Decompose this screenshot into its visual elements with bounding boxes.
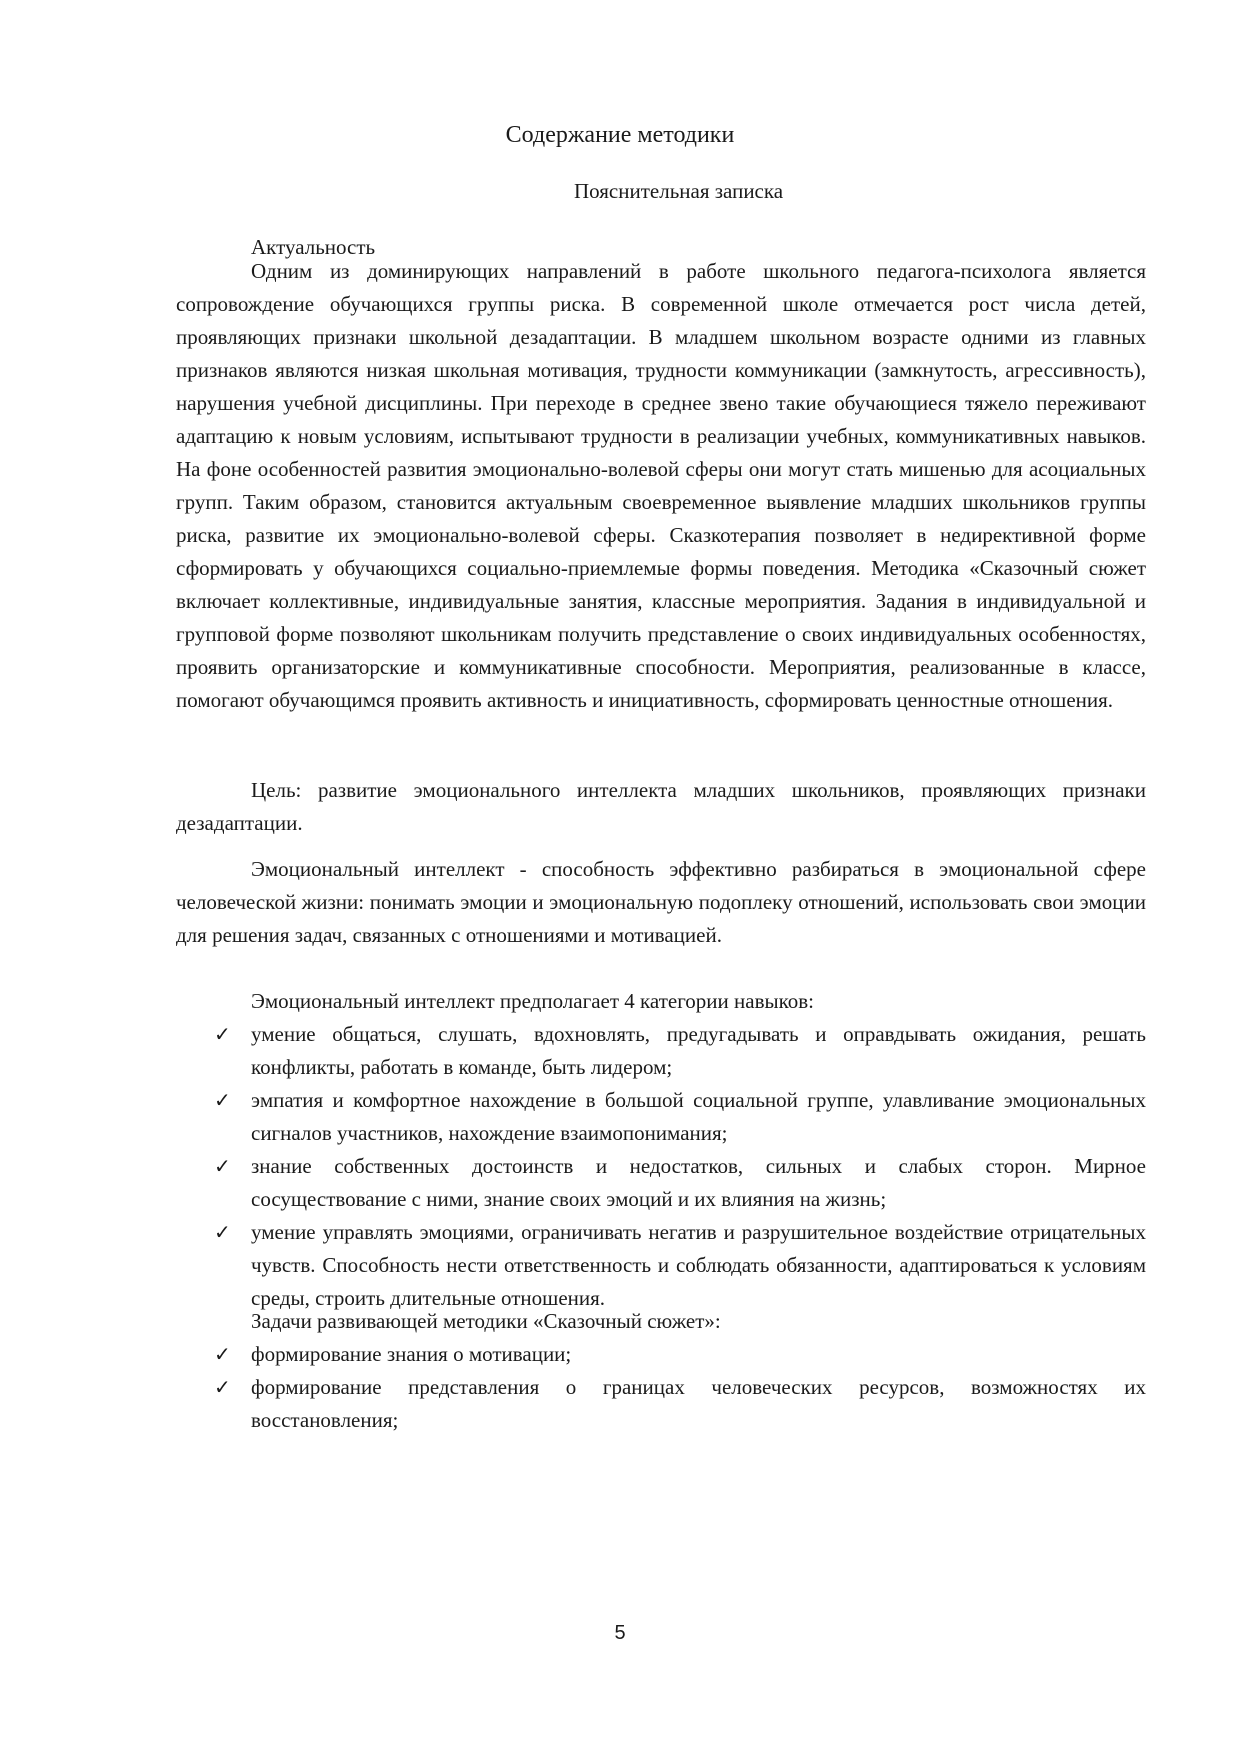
list-item: ✓ знание собственных достоинств и недостатков, сильных и слабых сторон. Мирное сосуществование с ними, знание своих эмоций и их влияния на жизнь; bbox=[176, 1150, 1146, 1216]
page-subtitle: Пояснительная записка bbox=[574, 179, 784, 203]
checkmark-icon: ✓ bbox=[214, 1154, 231, 1178]
list-item: ✓ умение общаться, слушать, вдохновлять, предугадывать и оправдывать ожидания, решать конфликты, работать в команде, быть лидером; bbox=[176, 1018, 1146, 1084]
goal-paragraph: Цель: развитие эмоционального интеллекта младших школьников, проявляющих признаки дезадаптации. bbox=[176, 778, 1146, 835]
checkmark-icon: ✓ bbox=[214, 1342, 231, 1366]
tasks-list bbox=[176, 1338, 1146, 1437]
skills-intro: Эмоциональный интеллект предполагает 4 категории навыков: bbox=[251, 989, 814, 1013]
list-item: ✓ эмпатия и комфортное нахождение в большой социальной группе, улавливание эмоциональных сигналов участников, нахождение взаимопонимания; bbox=[176, 1084, 1146, 1150]
checkmark-icon: ✓ bbox=[214, 1022, 231, 1046]
checkmark-icon: ✓ bbox=[214, 1220, 231, 1244]
checkmark-icon: ✓ bbox=[214, 1088, 231, 1112]
page-number: 5 bbox=[614, 1622, 626, 1644]
list-item: ✓ формирование знания о мотивации; bbox=[176, 1338, 1146, 1371]
list-item: ✓ формирование представления о границах человеческих ресурсов, возможностях их восстановления; bbox=[176, 1371, 1146, 1437]
list-item: ✓ умение управлять эмоциями, ограничивать негатив и разрушительное воздействие отрицательных чувств. Способность нести ответственность и соблюдать обязанности, адаптироваться к условиям среды, строить длительные отношения. bbox=[176, 1216, 1146, 1315]
skills-list bbox=[176, 1018, 1146, 1315]
page-title: Содержание методики bbox=[505, 122, 735, 148]
section-heading: Актуальность bbox=[251, 235, 376, 259]
relevance-paragraph: Одним из доминирующих направлений в работе школьного педагога-психолога является сопровождение обучающихся группы риска. В современной школе отмечается рост числа детей, проявляющих признаки школьной дезадаптации. В младшем школьном возрасте одними из главных признаков являются низкая школьная мотивация, трудности коммуникации (замкнутость, агрессивность), нарушения учебной дисциплины. При переходе в среднее звено такие обучающиеся тяжело переживают адаптацию к новым условиям, испытывают трудности в реализации учебных, коммуникативных навыков. На фоне особенностей развития эмоционально-волевой сферы они могут стать мишенью для асоциальных групп. Таким образом, становится актуальным своевременное выявление младших школьников группы риска, развитие их эмоционально-волевой сферы. Сказкотерапия позволяет в недирективной форме сформировать у обучающихся социально-приемлемые формы поведения. Методика «Сказочный сюжет включает коллективные, индивидуальные занятия, классные мероприятия. Задания в индивидуальной и групповой форме позволяют школьникам получить представление о своих индивидуальных особенностях, проявить организаторские и коммуникативные способности. Мероприятия, реализованные в классе, помогают обучающимся проявить активность и инициативность, сформировать ценностные отношения. bbox=[176, 259, 1146, 712]
ei-definition-paragraph: Эмоциональный интеллект - способность эффективно разбираться в эмоциональной сфере человеческой жизни: понимать эмоции и эмоциональную подоплеку отношений, использовать свои эмоции для решения задач, связанных с отношениями и мотивацией. bbox=[176, 857, 1146, 947]
checkmark-icon: ✓ bbox=[214, 1375, 231, 1399]
tasks-intro: Задачи развивающей методики «Сказочный сюжет»: bbox=[251, 1309, 721, 1333]
